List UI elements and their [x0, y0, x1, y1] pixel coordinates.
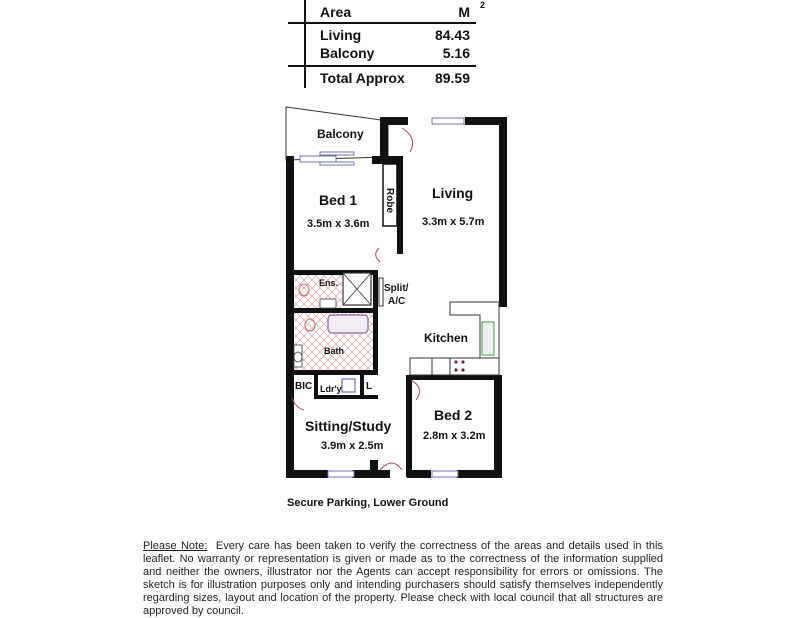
- room-ensuite: Ens.: [319, 278, 339, 288]
- kitchen-cabinets: [410, 358, 499, 375]
- disclaimer-note-label: Please Note:: [143, 540, 208, 552]
- room-bed1-dims: 3.5m x 3.6m: [307, 218, 370, 230]
- room-kitchen: Kitchen: [424, 331, 469, 345]
- room-bed1: Bed 1: [319, 192, 358, 208]
- room-sitting-study: Sitting/Study: [305, 418, 392, 434]
- room-bed2-dims: 2.8m x 3.2m: [423, 430, 486, 442]
- disclaimer: [143, 540, 663, 618]
- room-living-dims: 3.3m x 5.7m: [422, 216, 485, 228]
- area-header-label: Area: [320, 4, 352, 20]
- laundry-trough: [342, 379, 355, 392]
- area-total-value: 89.59: [434, 70, 470, 86]
- area-unit-superscript: 2: [480, 0, 486, 10]
- split-ac-unit: [379, 278, 383, 306]
- room-living: Living: [432, 185, 474, 201]
- area-row-label: Living: [320, 27, 362, 43]
- room-bath: Bath: [324, 346, 344, 356]
- room-linen: L: [366, 381, 373, 392]
- area-row-value: 5.16: [442, 45, 470, 61]
- room-bed2: Bed 2: [434, 407, 473, 423]
- room-split-ac-line2: A/C: [388, 296, 406, 307]
- room-bic: BIC: [295, 381, 313, 392]
- area-total-label: Total Approx: [320, 70, 405, 86]
- bathtub: [328, 315, 368, 333]
- area-row-label: Balcony: [320, 45, 375, 61]
- kitchen-sink: [482, 322, 494, 355]
- parking-caption: Secure Parking, Lower Ground: [287, 497, 449, 509]
- area-unit: M: [458, 4, 470, 20]
- room-sitting-dims: 3.9m x 2.5m: [321, 440, 384, 452]
- room-robe: Robe: [384, 188, 395, 213]
- disclaimer-text: Every care has been taken to verify the correctness of the areas and details used in this leaflet. No warranty or representation is given or made as to the correctness of the information supplied and neither the owners, illustrator nor the Agents can accept responsibility for errors or omissions. The sketch is for illustration purposes only and intending purchasers should satisfy themselves independently regarding sizes, layout and location of the property. Please check with local council that all structures are approved by council.: [143, 540, 663, 617]
- room-laundry: Ldr'y: [320, 384, 342, 394]
- area-row-value: 84.43: [434, 27, 470, 43]
- room-balcony: Balcony: [317, 127, 364, 141]
- room-split-ac-line1: Split/: [384, 283, 409, 294]
